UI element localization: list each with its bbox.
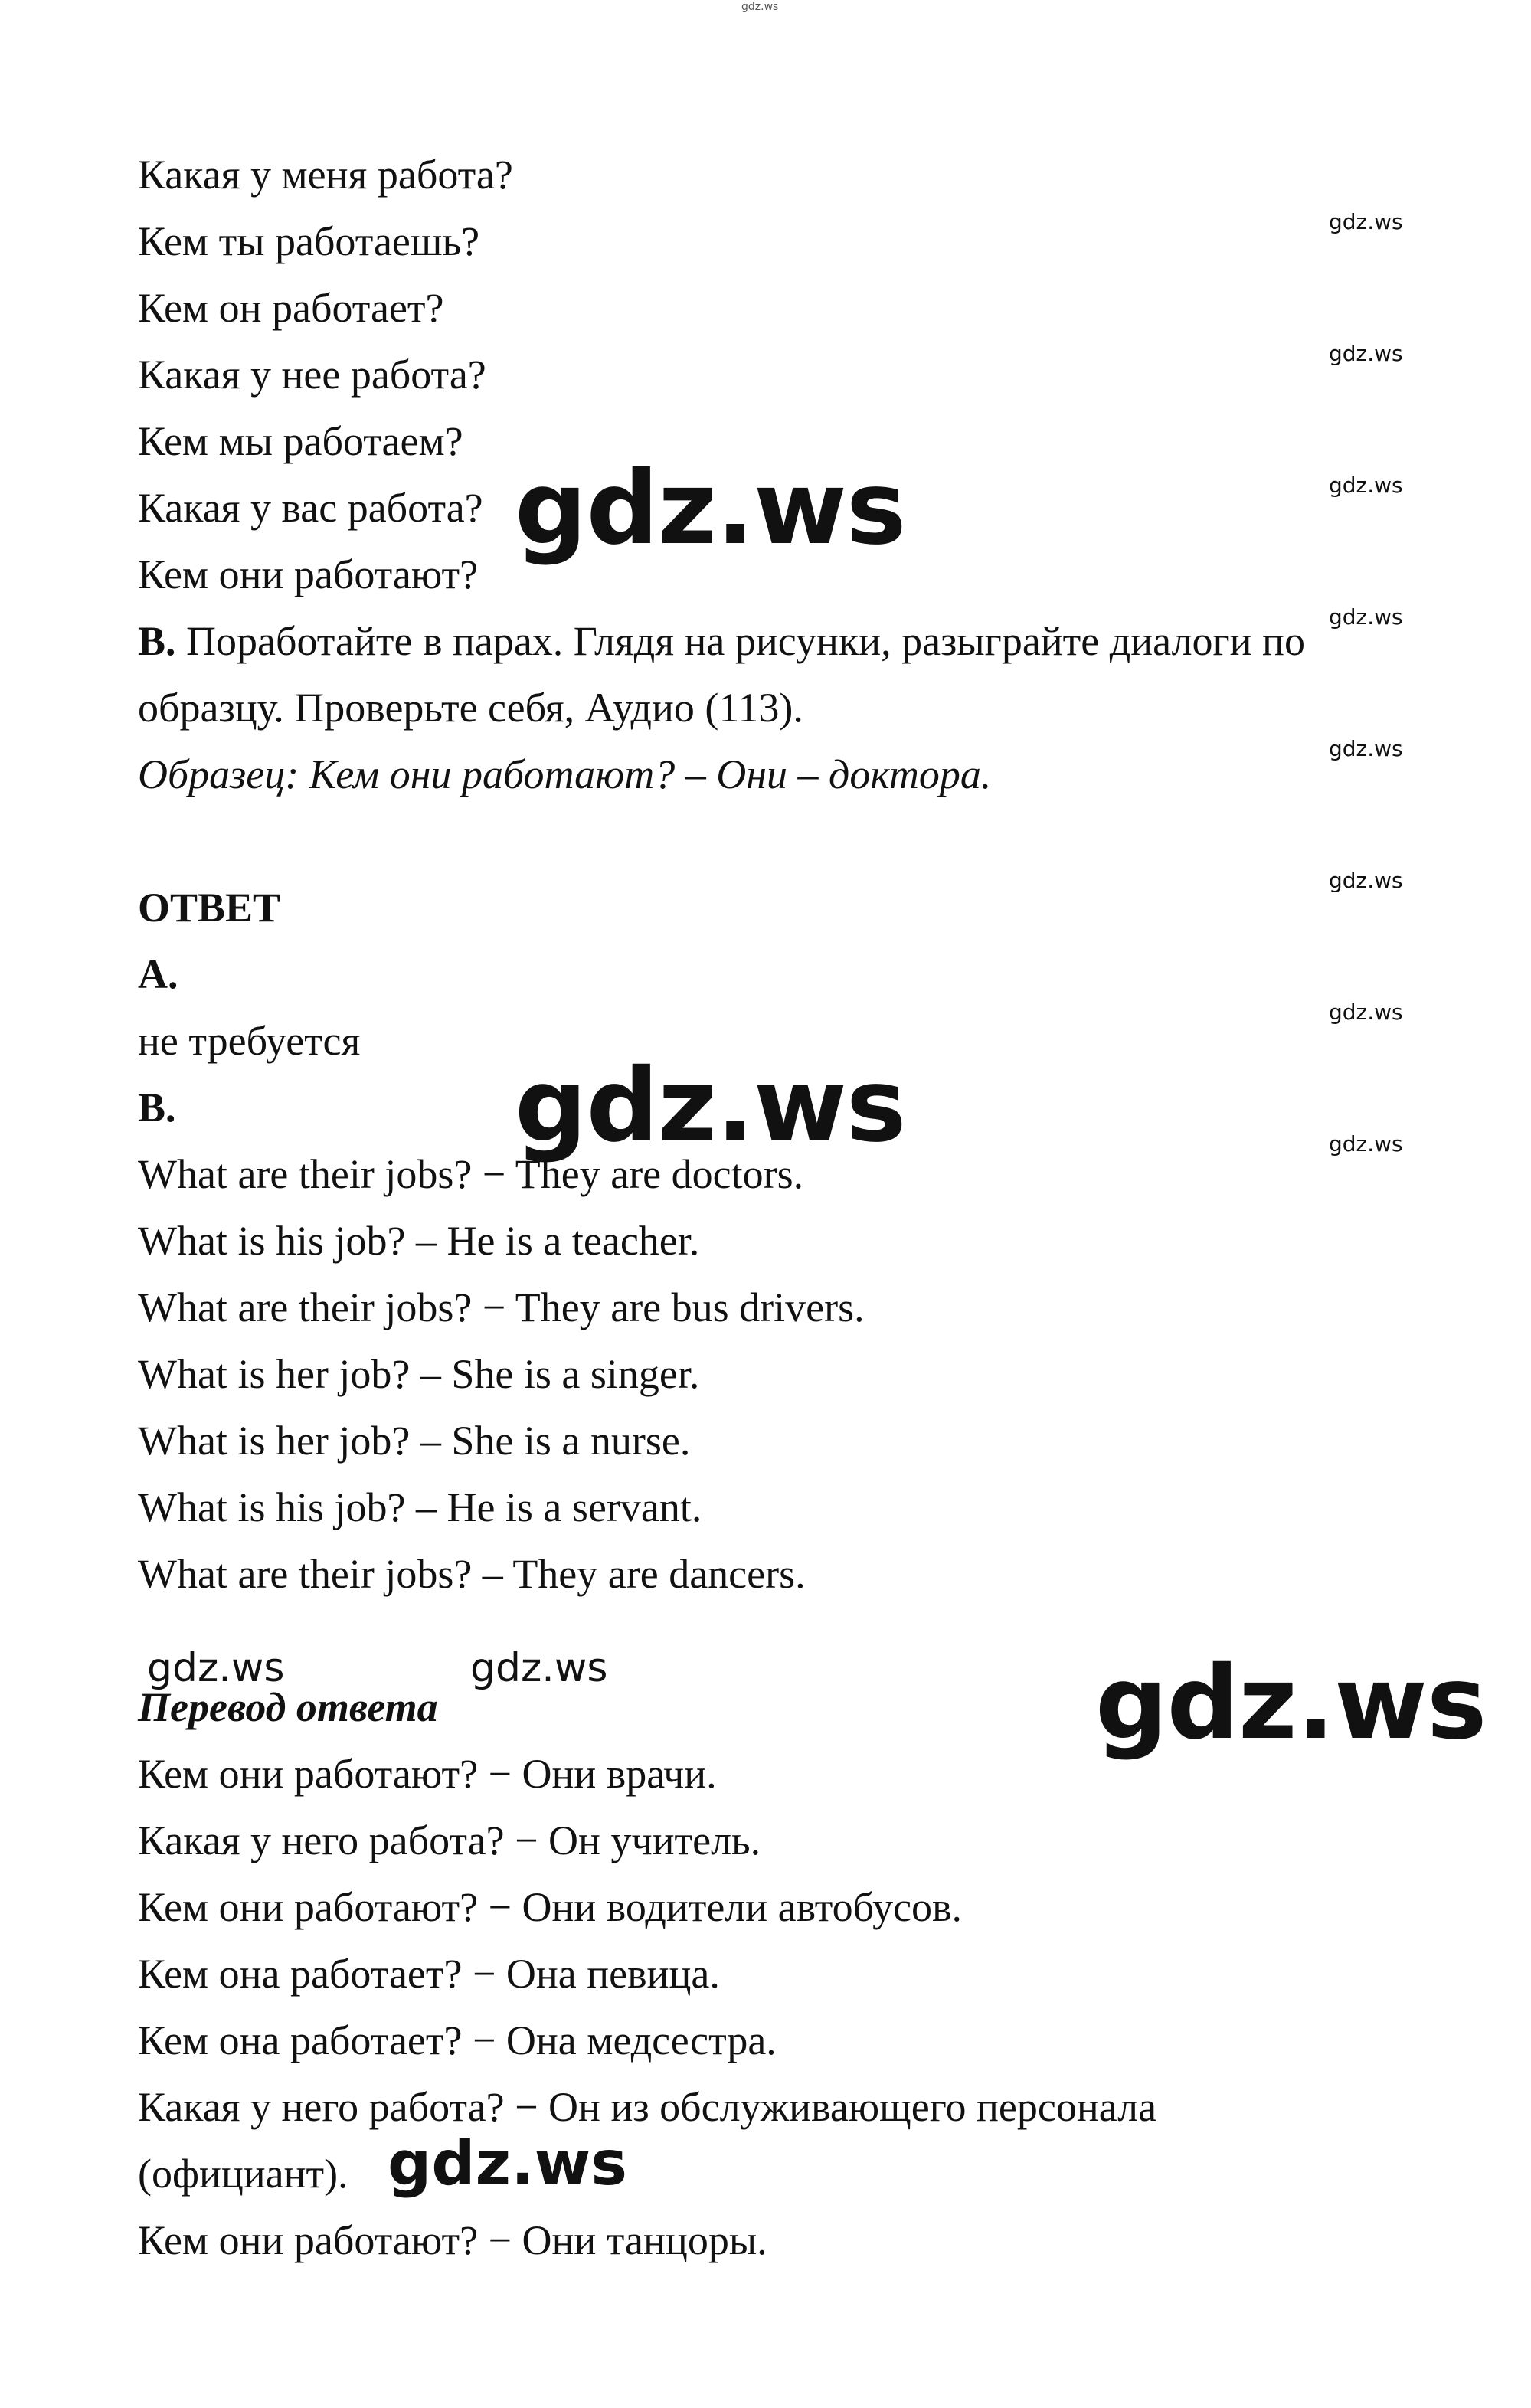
watermark-top: gdz.ws xyxy=(741,1,779,13)
answer-line-2: What is his job? – He is a teacher. xyxy=(138,1218,700,1264)
watermark-mid-2: gdz.ws xyxy=(470,1645,608,1691)
translation-line-5: Кем она работает? − Она медсестра. xyxy=(138,2017,777,2063)
watermark-big-1: gdz.ws xyxy=(515,450,906,568)
answer-b-label: B. xyxy=(138,1085,176,1130)
answer-a-label: A. xyxy=(138,951,178,997)
watermark-small-5: gdz.ws xyxy=(1329,736,1403,761)
task-b-text-2: образцу. Проверьте себя, Аудио (113). xyxy=(138,685,803,731)
answer-line-7: What are their jobs? – They are dancers. xyxy=(138,1551,806,1597)
watermark-mid-1: gdz.ws xyxy=(147,1645,285,1691)
answer-heading: ОТВЕТ xyxy=(138,885,281,931)
question-line-1: Какая у меня работа? xyxy=(138,152,513,198)
watermark-small-8: gdz.ws xyxy=(1329,1131,1403,1157)
translation-line-6: Какая у него работа? − Он из обслуживающего персонала xyxy=(138,2084,1157,2130)
translation-line-7: (официант). xyxy=(138,2151,348,2197)
watermark-small-6: gdz.ws xyxy=(1329,868,1403,893)
translation-line-8: Кем они работают? − Они танцоры. xyxy=(138,2217,767,2263)
sample-line: Образец: Кем они работают? – Они – доктора. xyxy=(138,751,992,797)
watermark-small-1: gdz.ws xyxy=(1329,209,1403,234)
question-line-3: Кем он работает? xyxy=(138,285,444,331)
task-b-label: B. xyxy=(138,618,176,664)
translation-line-4: Кем она работает? − Она певица. xyxy=(138,1951,720,1997)
task-b-text-1: Поработайте в парах. Глядя на рисунки, разыграйте диалоги по xyxy=(186,618,1305,664)
question-line-7: Кем они работают? xyxy=(138,551,479,597)
answer-line-5: What is her job? – She is a nurse. xyxy=(138,1418,691,1464)
watermark-small-3: gdz.ws xyxy=(1329,473,1403,498)
watermark-big-2: gdz.ws xyxy=(515,1047,906,1165)
translation-line-1: Кем они работают? − Они врачи. xyxy=(138,1751,717,1797)
answer-a-text: не требуется xyxy=(138,1018,361,1064)
watermark-small-7: gdz.ws xyxy=(1329,1000,1403,1025)
answer-line-4: What is her job? – She is a singer. xyxy=(138,1351,700,1397)
translation-line-2: Какая у него работа? − Он учитель. xyxy=(138,1817,761,1863)
question-line-6: Какая у вас работа? xyxy=(138,485,483,531)
watermark-mid-3: gdz.ws xyxy=(388,2128,628,2199)
watermark-small-2: gdz.ws xyxy=(1329,341,1403,366)
answer-line-3: What are their jobs? − They are bus drivers. xyxy=(138,1284,865,1330)
translation-line-3: Кем они работают? − Они водители автобусов. xyxy=(138,1884,963,1930)
watermark-small-4: gdz.ws xyxy=(1329,604,1403,630)
answer-line-1: What are their jobs? − They are doctors. xyxy=(138,1151,804,1197)
watermark-big-3: gdz.ws xyxy=(1095,1644,1487,1762)
question-line-4: Какая у нее работа? xyxy=(138,352,486,398)
question-line-2: Кем ты работаешь? xyxy=(138,218,480,264)
task-b-instruction xyxy=(138,617,1305,666)
answer-line-6: What is his job? – He is a servant. xyxy=(138,1484,702,1530)
question-line-5: Кем мы работаем? xyxy=(138,418,463,464)
translation-heading: Перевод ответа xyxy=(138,1684,438,1730)
